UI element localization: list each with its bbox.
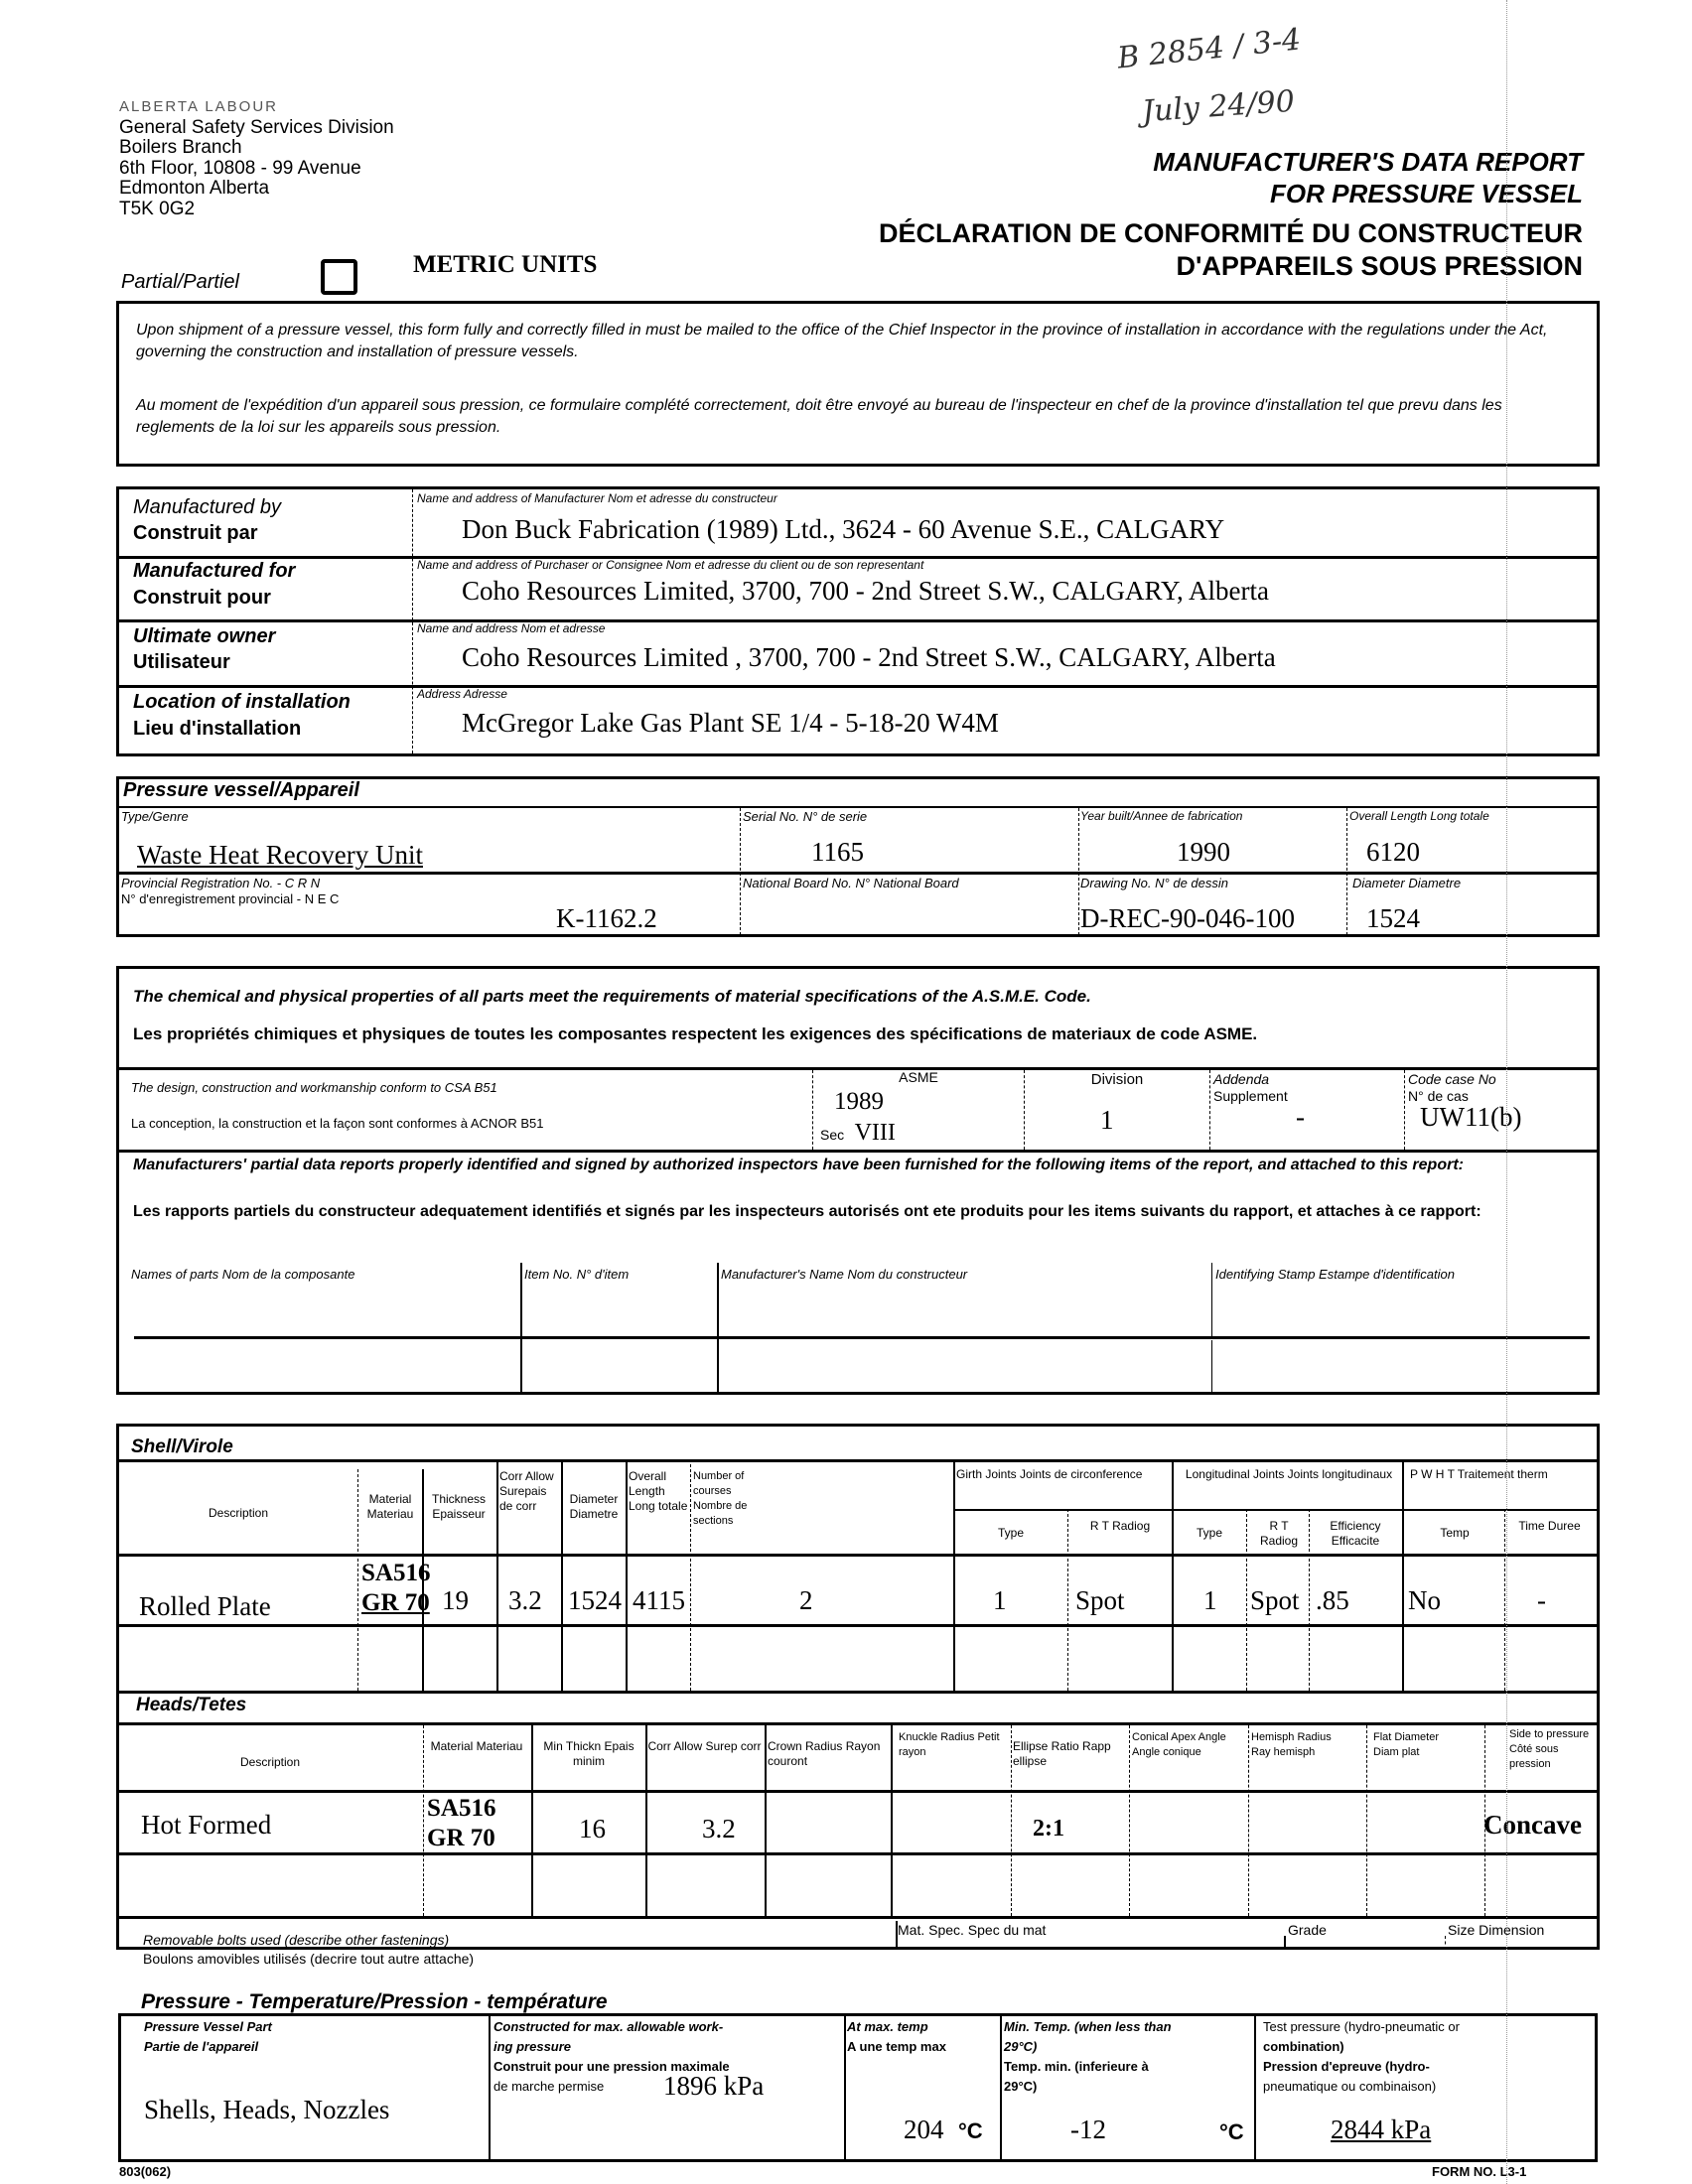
year-label: Year built/Annee de fabrication bbox=[1080, 809, 1243, 823]
shell-col-long-group: Longitudinal Joints Joints longitudinaux bbox=[1185, 1467, 1393, 1481]
shell-courses[interactable]: 2 bbox=[799, 1585, 813, 1615]
party-label-fr: Lieu d'installation bbox=[133, 718, 302, 740]
shell-corr-allow[interactable]: 3.2 bbox=[508, 1585, 542, 1615]
heads-col-conical: Conical Apex Angle Angle conique bbox=[1132, 1731, 1226, 1758]
shell-col-pwht-temp: Temp bbox=[1440, 1526, 1470, 1540]
max-temp-unit: °C bbox=[957, 2118, 983, 2143]
scan-fold-line bbox=[1506, 0, 1507, 2184]
parties-row-divider bbox=[116, 619, 1600, 622]
addenda-label-fr: Supplement bbox=[1213, 1088, 1288, 1104]
year-value[interactable]: 1990 bbox=[1177, 837, 1230, 867]
form-code: 803(062) bbox=[119, 2164, 172, 2179]
asme-statement-fr: Les propriétés chimiques et physiques de toutes les composantes respectent les exigences des spécifications de materiaux de code ASME. bbox=[133, 1024, 1258, 1043]
party-value[interactable]: Don Buck Fabrication (1989) Ltd., 3624 - 60 Avenue S.E., CALGARY bbox=[462, 514, 1225, 544]
heads-side-pressure[interactable]: Concave bbox=[1483, 1810, 1582, 1840]
mat-spec-label: Mat. Spec. Spec du mat bbox=[898, 1922, 1047, 1938]
test-pressure-label-3: Pression d'epreuve (hydro- bbox=[1263, 2059, 1430, 2074]
heads-col-divider bbox=[891, 1725, 893, 1916]
title-fr-1: DÉCLARATION DE CONFORMITÉ DU CONSTRUCTEUR bbox=[879, 218, 1583, 248]
mawp-label-2: ing pressure bbox=[494, 2039, 572, 2054]
parts-col-item: Item No. N° d'item bbox=[524, 1267, 630, 1282]
shell-blank-row-bottom bbox=[119, 1691, 1597, 1694]
min-temp-label-1: Min. Temp. (when less than bbox=[1004, 2019, 1172, 2034]
heads-col-divider bbox=[645, 1725, 647, 1916]
shell-col-long-eff: Efficiency Efficacite bbox=[1330, 1519, 1381, 1548]
type-label: Type/Genre bbox=[121, 809, 189, 824]
mawp-label-4: de marche permise bbox=[494, 2079, 605, 2094]
party-field-label: Name and address Nom et adresse bbox=[417, 621, 606, 635]
parts-col-manufacturer: Manufacturer's Name Nom du constructeur bbox=[721, 1267, 968, 1282]
division-label: Division bbox=[1090, 1071, 1144, 1088]
shell-col-girth-radiog: R T Radiog bbox=[1089, 1519, 1151, 1533]
heads-divider bbox=[119, 1722, 1597, 1725]
shell-divider bbox=[119, 1459, 1597, 1462]
shell-col-divider bbox=[1172, 1459, 1174, 1691]
serial-label: Serial No. N° de serie bbox=[743, 809, 868, 824]
mawp-value[interactable]: 1896 kPa bbox=[663, 2071, 765, 2101]
title-en-1: MANUFACTURER'S DATA REPORT bbox=[1153, 147, 1583, 177]
code-case-value[interactable]: UW11(b) bbox=[1420, 1102, 1522, 1132]
addenda-value[interactable]: - bbox=[1296, 1102, 1305, 1132]
heads-col-description: Description bbox=[239, 1755, 301, 1769]
party-value[interactable]: Coho Resources Limited , 3700, 700 - 2nd Street S.W., CALGARY, Alberta bbox=[462, 642, 1276, 672]
party-label-en: Location of installation bbox=[133, 691, 351, 713]
max-temp-label-fr: A une temp max bbox=[847, 2039, 946, 2054]
heads-col-flat: Flat Diameter Diam plat bbox=[1373, 1731, 1440, 1758]
asme-label: ASME bbox=[899, 1069, 938, 1085]
agency-address bbox=[119, 97, 394, 219]
heads-col-hemis: Hemisph Radius Ray hemisph bbox=[1251, 1731, 1332, 1758]
metric-units-label: METRIC UNITS bbox=[413, 251, 598, 278]
drawing-label: Drawing No. N° de dessin bbox=[1080, 876, 1228, 890]
type-value[interactable]: Waste Heat Recovery Unit bbox=[137, 840, 423, 870]
parts-col-divider bbox=[520, 1263, 522, 1392]
shell-col-girth-group: Girth Joints Joints de circonference bbox=[956, 1467, 1143, 1481]
heads-col-min-thick: Min Thickn Epais minim bbox=[543, 1739, 634, 1768]
test-pressure-label-4: pneumatique ou combinaison) bbox=[1263, 2079, 1437, 2094]
length-label: Overall Length Long totale bbox=[1349, 809, 1489, 823]
vessel-col-divider bbox=[740, 808, 741, 935]
size-label: Size Dimension bbox=[1448, 1922, 1545, 1938]
asme-statement-en: The chemical and physical properties of all parts meet the requirements of material specifications of the A.S.M.E. Code. bbox=[133, 987, 1091, 1006]
shell-section-title: Shell/Virole bbox=[131, 1436, 233, 1457]
vessel-divider bbox=[116, 872, 1600, 875]
handwritten-date: July 24/90 bbox=[1140, 83, 1296, 130]
shell-col-pwht-time: Time Duree bbox=[1518, 1519, 1581, 1533]
shell-length[interactable]: 4115 bbox=[633, 1585, 685, 1615]
heads-col-corr-allow: Corr Allow Surep corr bbox=[647, 1739, 762, 1753]
test-pressure-value[interactable]: 2844 kPa bbox=[1331, 2115, 1432, 2144]
heads-min-thick[interactable]: 16 bbox=[579, 1814, 606, 1843]
addenda-label: Addenda bbox=[1213, 1071, 1270, 1087]
shell-col-divider bbox=[1246, 1509, 1247, 1691]
vessel-col-divider bbox=[1346, 808, 1347, 935]
shell-long-eff[interactable]: .85 bbox=[1316, 1585, 1349, 1615]
shell-long-radiog[interactable]: Spot bbox=[1250, 1585, 1300, 1615]
asme-year[interactable]: 1989 bbox=[834, 1088, 884, 1115]
crn-label-fr: N° d'enregistrement provincial - N E C bbox=[121, 891, 340, 906]
parties-row-divider bbox=[116, 685, 1600, 688]
shell-row-bottom bbox=[119, 1624, 1597, 1627]
shell-girth-radiog[interactable]: Spot bbox=[1075, 1585, 1125, 1615]
shell-col-divider bbox=[1067, 1509, 1068, 1691]
party-label-en: Manufactured for bbox=[133, 560, 296, 582]
party-label-en: Manufactured by bbox=[133, 496, 281, 518]
party-field-label: Name and address of Purchaser or Consignee Nom et adresse du client ou de son representant bbox=[417, 558, 924, 572]
heads-header-bottom bbox=[119, 1790, 1597, 1793]
vessel-col-divider bbox=[1078, 808, 1079, 935]
length-value[interactable]: 6120 bbox=[1366, 837, 1420, 867]
shell-material-2[interactable]: GR 70 bbox=[361, 1589, 430, 1616]
heads-row-bottom bbox=[119, 1852, 1597, 1855]
partial-reports-fr: Les rapports partiels du constructeur adequatement identifiés et signés par les inspecteurs autorisés ont ete produits pour les items suivants du rapport, et attaches à ce rapport: bbox=[133, 1203, 1481, 1220]
compliance-col-divider bbox=[1209, 1070, 1210, 1150]
vessel-section-title: Pressure vessel/Appareil bbox=[123, 779, 359, 801]
shell-col-description: Description bbox=[208, 1506, 269, 1520]
parts-col-names: Names of parts Nom de la composante bbox=[131, 1267, 355, 1282]
max-temp-value[interactable]: 204 bbox=[904, 2115, 944, 2144]
heads-material-2[interactable]: GR 70 bbox=[427, 1825, 495, 1851]
min-temp-label-3: Temp. min. (inferieure à bbox=[1004, 2059, 1149, 2074]
parts-col-divider bbox=[1211, 1263, 1212, 1336]
min-temp-label-4: 29°C) bbox=[1004, 2079, 1038, 2094]
form-number: FORM NO. L3-1 bbox=[1432, 2164, 1527, 2179]
shell-subheader-line bbox=[953, 1509, 1597, 1511]
pressure-col-divider bbox=[489, 2015, 491, 2160]
diameter-label: Diameter Diametre bbox=[1352, 876, 1462, 890]
agency-line: General Safety Services Division bbox=[119, 116, 394, 138]
shell-col-pwht-group: P W H T Traitement therm bbox=[1410, 1467, 1548, 1481]
shell-col-length: Overall Length Long totale bbox=[629, 1469, 688, 1513]
shell-col-long-type: Type bbox=[1196, 1526, 1222, 1540]
asme-section bbox=[820, 1120, 896, 1147]
shell-col-girth-type: Type bbox=[997, 1526, 1024, 1540]
parts-col-divider bbox=[1211, 1340, 1212, 1392]
party-label-fr: Construit par bbox=[133, 522, 258, 544]
title-en-2: FOR PRESSURE VESSEL bbox=[1270, 179, 1583, 208]
diameter-value[interactable]: 1524 bbox=[1366, 903, 1420, 933]
party-value[interactable]: Coho Resources Limited, 3700, 700 - 2nd Street S.W., CALGARY, Alberta bbox=[462, 576, 1269, 606]
party-field-label: Name and address of Manufacturer Nom et adresse du constructeur bbox=[417, 491, 777, 505]
serial-value[interactable]: 1165 bbox=[811, 837, 864, 867]
bolts-divider bbox=[1284, 1936, 1286, 1950]
heads-col-crown: Crown Radius Rayon couront bbox=[768, 1739, 881, 1768]
agency-line: ALBERTA LABOUR bbox=[119, 98, 278, 115]
shell-diameter[interactable]: 1524 bbox=[568, 1585, 622, 1615]
shell-col-divider bbox=[1504, 1509, 1505, 1691]
shell-header-bottom bbox=[119, 1554, 1597, 1557]
heads-ellipse[interactable]: 2:1 bbox=[1033, 1816, 1064, 1842]
shell-col-divider bbox=[357, 1469, 358, 1691]
csa-statement-fr: La conception, la construction et la façon sont conformes à ACNOR B51 bbox=[131, 1116, 544, 1131]
parts-row-divider bbox=[134, 1336, 1590, 1339]
heads-blank-row-bottom bbox=[119, 1916, 1597, 1919]
shell-col-courses: Number of courses Nombre de sections bbox=[693, 1470, 748, 1527]
shell-col-divider bbox=[690, 1459, 691, 1691]
max-temp-label: At max. temp bbox=[847, 2019, 928, 2034]
drawing-value[interactable]: D-REC-90-046-100 bbox=[1080, 903, 1295, 933]
asme-sec-value[interactable]: VIII bbox=[854, 1120, 896, 1146]
heads-col-divider bbox=[1129, 1725, 1130, 1916]
test-pressure-label-1: Test pressure (hydro-pneumatic or bbox=[1263, 2019, 1460, 2034]
heads-col-divider bbox=[1011, 1725, 1012, 1916]
mawp-label-1: Constructed for max. allowable work- bbox=[494, 2019, 724, 2034]
pressure-col-divider bbox=[1000, 2015, 1002, 2160]
asme-sec-label: Sec bbox=[820, 1127, 845, 1143]
vessel-part-label-fr: Partie de l'appareil bbox=[144, 2039, 259, 2054]
shell-material-1[interactable]: SA516 bbox=[361, 1560, 431, 1586]
shell-col-divider bbox=[561, 1459, 563, 1691]
instructions-fr: Au moment de l'expédition d'un appareil sous pression, ce formulaire complété correctement, doit être envoyé au bureau de l'inspecteur en chef de la province d'installation tel que prevu dans les reglements de la loi sur les appareils sous pression. bbox=[136, 397, 1502, 436]
heads-col-material: Material Materiau bbox=[430, 1739, 523, 1753]
parts-col-divider bbox=[717, 1263, 719, 1392]
party-label-en: Ultimate owner bbox=[133, 625, 276, 647]
min-temp-value[interactable]: -12 bbox=[1070, 2115, 1106, 2144]
vessel-part-label: Pressure Vessel Part bbox=[144, 2019, 272, 2034]
party-label-fr: Utilisateur bbox=[133, 651, 230, 673]
bolts-divider bbox=[1445, 1936, 1446, 1950]
heads-description[interactable]: Hot Formed bbox=[141, 1810, 272, 1840]
title-fr-2: D'APPAREILS SOUS PRESSION bbox=[1176, 251, 1583, 281]
min-temp-unit: °C bbox=[1219, 2119, 1244, 2144]
vessel-divider bbox=[116, 806, 1600, 808]
grade-label: Grade bbox=[1288, 1922, 1327, 1938]
heads-col-divider bbox=[423, 1725, 424, 1916]
agency-line: 6th Floor, 10808 - 99 Avenue bbox=[119, 157, 361, 179]
shell-long-type[interactable]: 1 bbox=[1203, 1585, 1217, 1615]
min-temp-label-2: 29°C) bbox=[1004, 2039, 1038, 2054]
code-case-label-fr: N° de cas bbox=[1408, 1088, 1469, 1104]
crn-label: Provincial Registration No. - C R N bbox=[121, 876, 321, 890]
shell-girth-type[interactable]: 1 bbox=[993, 1585, 1007, 1615]
compliance-col-divider bbox=[812, 1070, 813, 1150]
shell-col-divider bbox=[1309, 1509, 1310, 1691]
shell-col-divider bbox=[1402, 1459, 1404, 1691]
shell-col-divider bbox=[496, 1459, 498, 1691]
party-field-label: Address Adresse bbox=[417, 687, 507, 701]
agency-line: Edmonton Alberta bbox=[119, 178, 270, 199]
pressure-section-title: Pressure - Temperature/Pression - température bbox=[141, 1990, 608, 2013]
vessel-part-value[interactable]: Shells, Heads, Nozzles bbox=[144, 2095, 390, 2124]
partial-reports-en: Manufacturers' partial data reports properly identified and signed by authorized inspectors have been furnished for the following items of the report, and attached to this report: bbox=[133, 1157, 1464, 1173]
heads-col-side-pressure: Side to pressure Côté sous pression bbox=[1509, 1728, 1590, 1770]
shell-description[interactable]: Rolled Plate bbox=[139, 1591, 271, 1621]
shell-heads-box bbox=[116, 1424, 1600, 1950]
pressure-col-divider bbox=[844, 2015, 846, 2160]
division-value[interactable]: 1 bbox=[1100, 1105, 1114, 1135]
shell-pwht-time[interactable]: - bbox=[1537, 1585, 1546, 1615]
agency-line: T5K 0G2 bbox=[119, 198, 196, 219]
heads-corr-allow[interactable]: 3.2 bbox=[702, 1814, 736, 1843]
heads-col-divider bbox=[1248, 1725, 1249, 1916]
parts-col-stamp: Identifying Stamp Estampe d'identification bbox=[1215, 1267, 1455, 1282]
partial-checkbox[interactable] bbox=[321, 259, 357, 295]
shell-col-diameter: Diameter Diametre bbox=[569, 1492, 619, 1521]
heads-col-divider bbox=[531, 1725, 533, 1916]
test-pressure-label-2: combination) bbox=[1263, 2039, 1344, 2054]
shell-col-divider bbox=[626, 1459, 628, 1691]
handwritten-reference: B 2854 / 3-4 bbox=[1115, 22, 1303, 76]
compliance-divider bbox=[116, 1150, 1600, 1153]
csa-statement-en: The design, construction and workmanship conform to CSA B51 bbox=[131, 1080, 497, 1095]
heads-col-divider bbox=[765, 1725, 767, 1916]
party-label-fr: Construit pour bbox=[133, 587, 271, 609]
national-board-label: National Board No. N° National Board bbox=[743, 876, 959, 890]
shell-pwht-temp[interactable]: No bbox=[1408, 1585, 1441, 1615]
shell-thickness[interactable]: 19 bbox=[442, 1585, 469, 1615]
shell-col-corr-allow: Corr Allow Surepais de corr bbox=[499, 1469, 554, 1513]
shell-col-material: Material Materiau bbox=[366, 1492, 414, 1521]
heads-col-ellipse: Ellipse Ratio Rapp ellipse bbox=[1013, 1739, 1111, 1768]
heads-material-1[interactable]: SA516 bbox=[427, 1795, 496, 1822]
compliance-col-divider bbox=[1404, 1070, 1405, 1150]
instructions-en: Upon shipment of a pressure vessel, this form fully and correctly filled in must be mailed to the office of the Chief Inspector in the province of installation in accordance with the regulations under the Act, governing the construction and installation of pressure vessels. bbox=[136, 322, 1548, 360]
heads-col-knuckle: Knuckle Radius Petit rayon bbox=[899, 1731, 1000, 1758]
code-case-label: Code case No bbox=[1408, 1071, 1496, 1087]
compliance-col-divider bbox=[1024, 1070, 1025, 1150]
partial-label: Partial/Partiel bbox=[121, 271, 239, 293]
crn-value[interactable]: K-1162.2 bbox=[556, 903, 657, 933]
shell-col-thickness: Thickness Epaisseur bbox=[431, 1492, 487, 1521]
shell-col-divider bbox=[953, 1459, 955, 1691]
bolts-label-fr: Boulons amovibles utilisés (decrire tout autre attache) bbox=[143, 1951, 475, 1967]
max-temp bbox=[904, 2115, 983, 2145]
party-value[interactable]: McGregor Lake Gas Plant SE 1/4 - 5-18-20 W4M bbox=[462, 708, 999, 738]
agency-line: Boilers Branch bbox=[119, 137, 242, 158]
bolts-label-en: Removable bolts used (describe other fastenings) bbox=[143, 1932, 450, 1948]
heads-col-divider bbox=[1366, 1725, 1367, 1916]
heads-section-title: Heads/Tetes bbox=[136, 1695, 247, 1715]
mawp-label-3: Construit pour une pression maximale bbox=[494, 2059, 730, 2074]
shell-col-long-radiog: R T Radiog bbox=[1259, 1519, 1299, 1548]
pressure-col-divider bbox=[1254, 2015, 1256, 2160]
